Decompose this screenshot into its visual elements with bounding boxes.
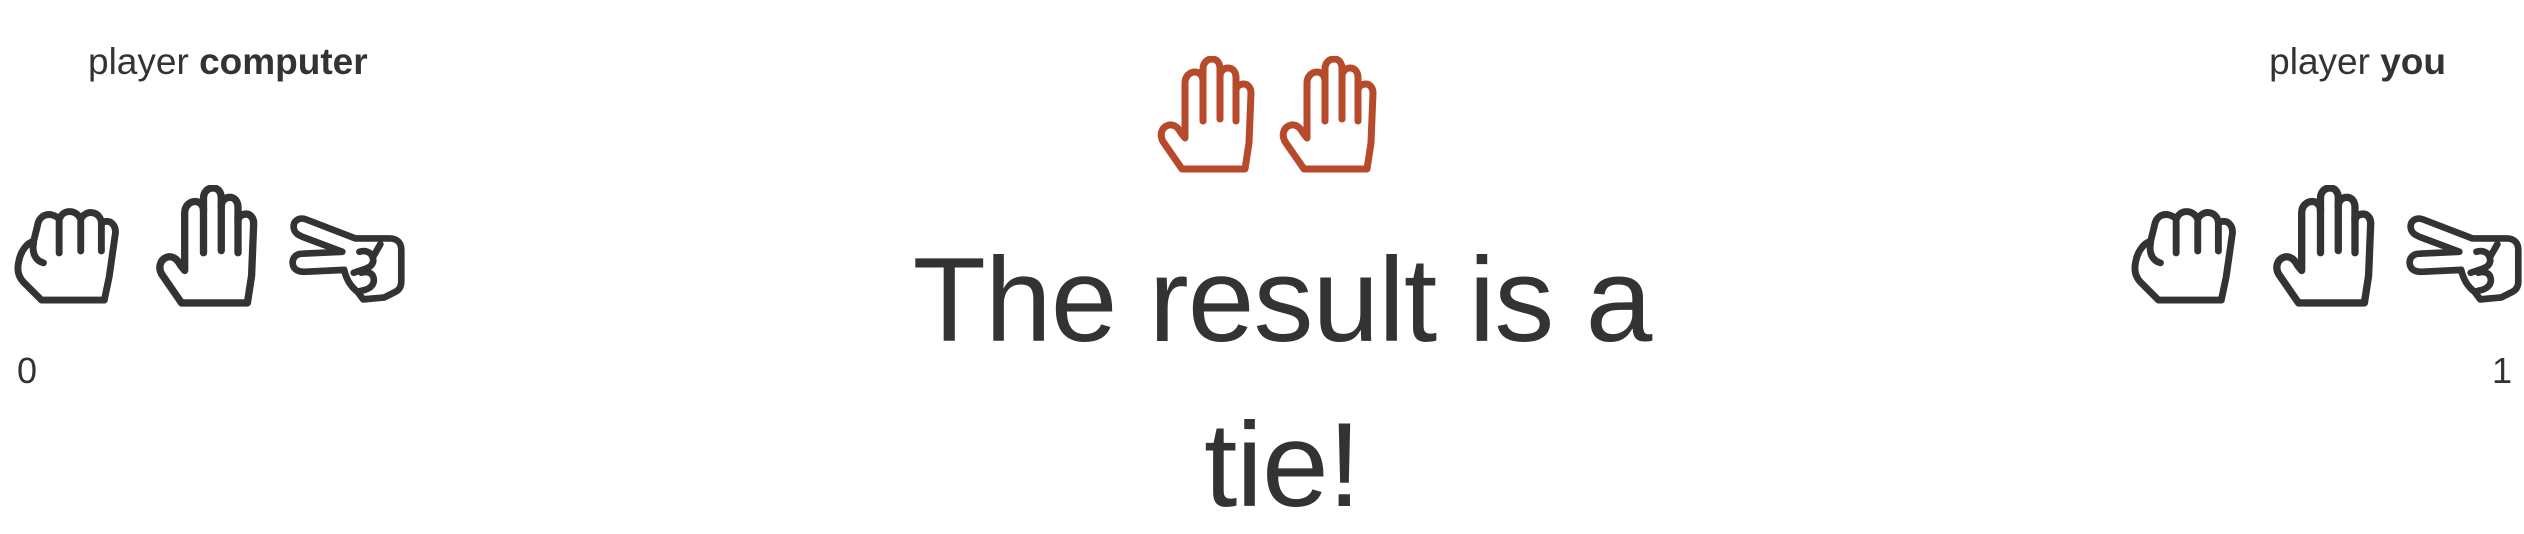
scissors-hand-icon	[2406, 205, 2524, 310]
computer-player-label	[88, 40, 368, 84]
computer-paper-icon	[146, 185, 261, 310]
you-choices	[2129, 192, 2524, 310]
fist-icon	[2129, 192, 2239, 310]
computer-rock-icon	[12, 192, 122, 310]
computer-choices	[12, 192, 407, 310]
open-hand-icon	[2263, 185, 2378, 310]
computer-player-name: computer	[199, 41, 368, 82]
you-player-name: you	[2380, 41, 2446, 82]
you-paper-button[interactable]	[2263, 185, 2378, 310]
computer-score: 0	[17, 350, 38, 391]
you-scissors-button[interactable]	[2406, 205, 2524, 310]
round-choices	[1148, 56, 1392, 176]
you-rock-button[interactable]	[2129, 192, 2239, 310]
you-chosen-paper-icon	[1270, 56, 1380, 176]
computer-chosen-paper-icon	[1148, 56, 1258, 176]
you-player-label	[2269, 40, 2446, 84]
computer-player-prefix: player	[88, 41, 189, 82]
computer-scissors-icon	[289, 205, 407, 310]
you-player-prefix: player	[2269, 41, 2370, 82]
you-score: 1	[2491, 350, 2512, 391]
result-message: The result is a tie!	[912, 233, 1652, 532]
